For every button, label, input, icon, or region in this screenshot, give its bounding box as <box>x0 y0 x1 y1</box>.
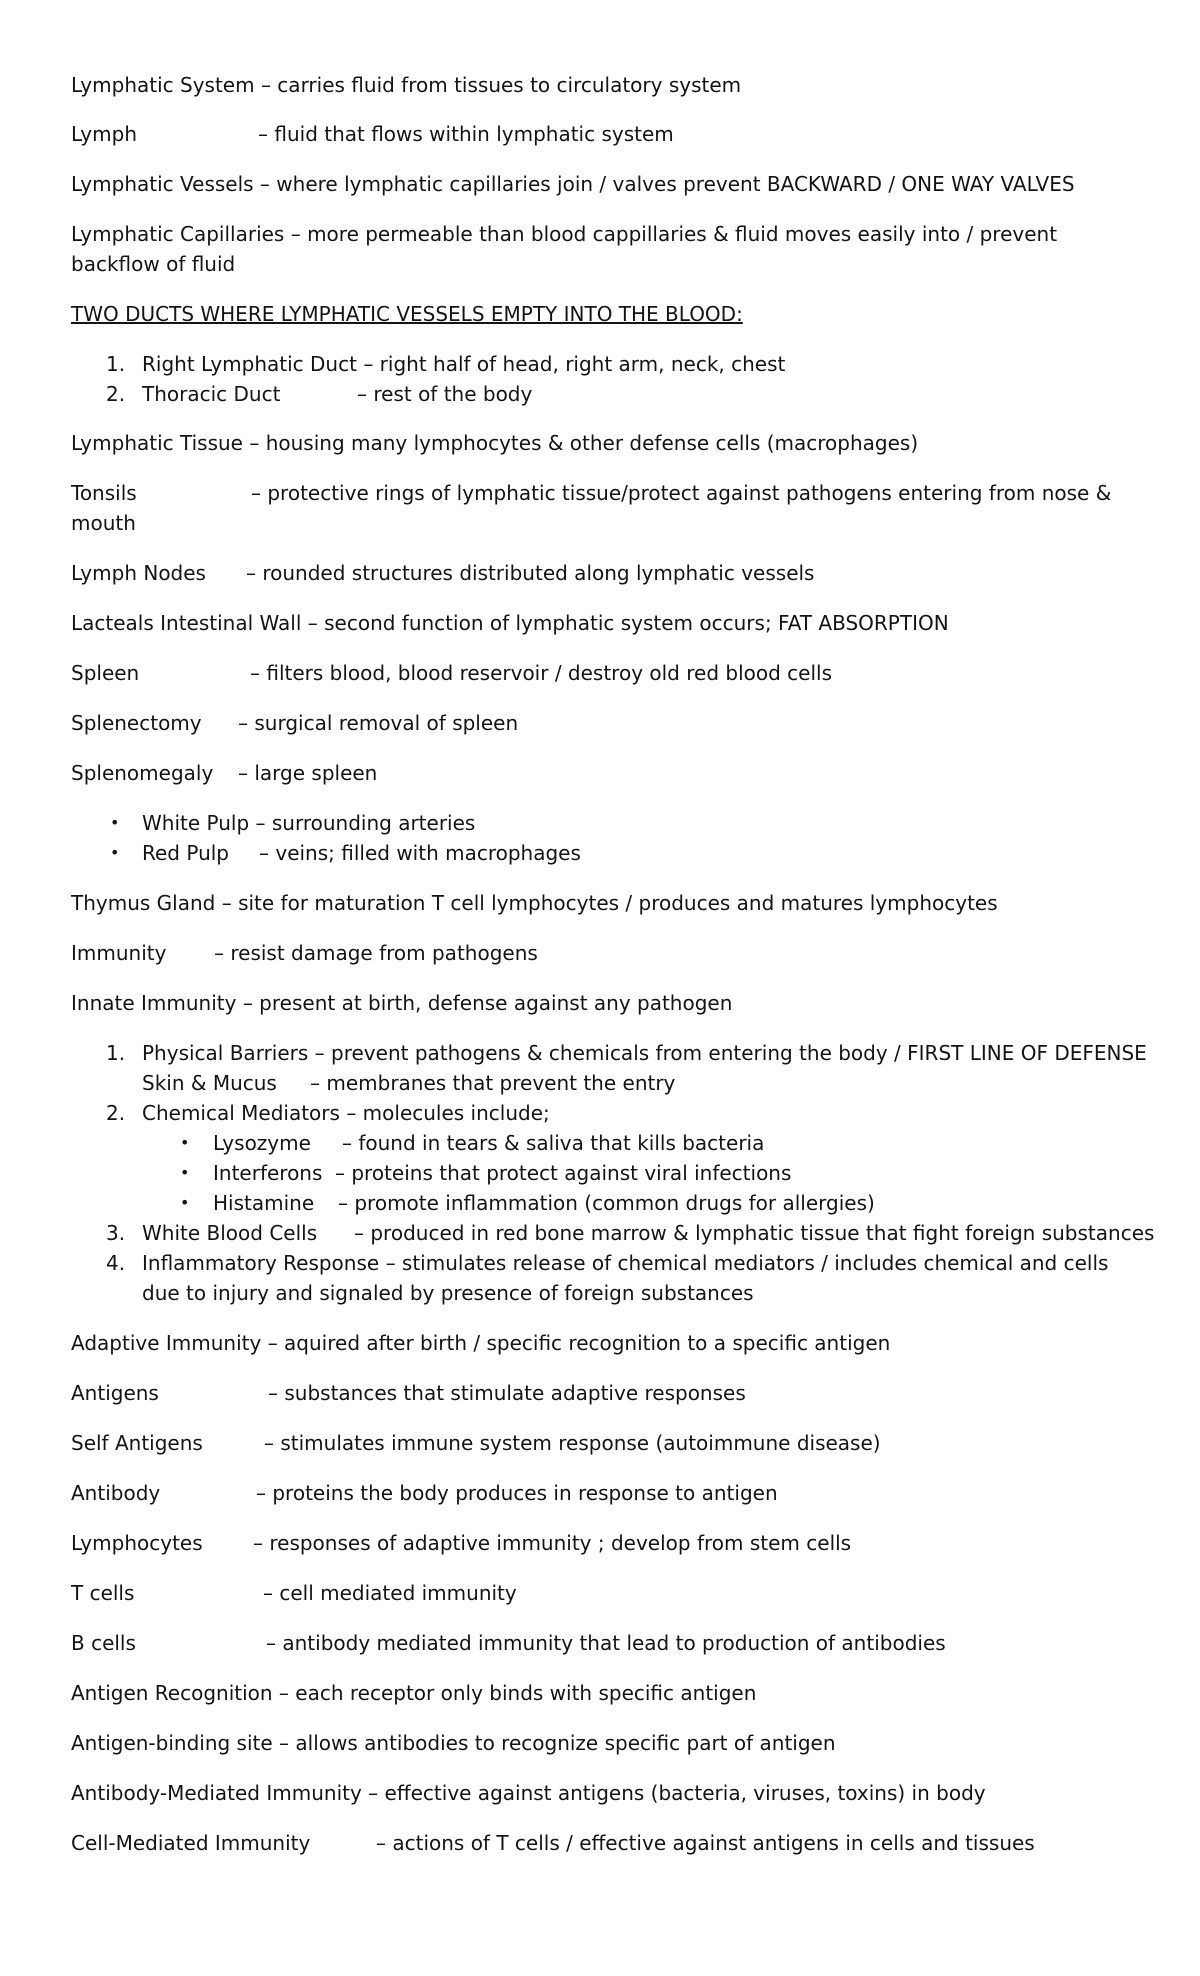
note-line <box>71 1378 1140 1408</box>
definition: – surgical removal of spleen <box>238 711 519 735</box>
sub-list-item <box>213 1188 875 1218</box>
term: White Pulp <box>142 811 250 835</box>
term: Red Pulp <box>142 841 229 865</box>
note-line <box>71 1578 1140 1608</box>
term: Inflammatory Response <box>142 1251 380 1275</box>
term: Antibody-Mediated Immunity <box>71 1781 362 1805</box>
definition: – large spleen <box>238 761 378 785</box>
note-line <box>71 708 1140 738</box>
definition: – proteins that protect against viral infections <box>335 1161 792 1185</box>
list-number: 2. <box>106 382 126 406</box>
term: Self Antigens <box>71 1431 203 1455</box>
definition: – filters blood, blood reservoir / destroy old red blood cells <box>250 661 832 685</box>
bullet: • <box>180 1193 190 1212</box>
definition: – substances that stimulate adaptive responses <box>268 1381 746 1405</box>
term: Interferons <box>213 1161 323 1185</box>
bullet: • <box>110 813 120 832</box>
definition: – allows antibodies to recognize specific part of antigen <box>279 1731 836 1755</box>
term: Chemical Mediators <box>142 1101 340 1125</box>
note-line <box>71 1628 1140 1658</box>
definition: – stimulates release of chemical mediators / includes chemical and cells due to injury and signaled by presence of foreign substances <box>142 1251 1109 1305</box>
term: Lymphatic Vessels <box>71 172 254 196</box>
note-line <box>71 1428 1140 1458</box>
term: Antigen Recognition <box>71 1681 273 1705</box>
definition: – rest of the body <box>357 382 533 406</box>
note-line <box>71 428 1140 458</box>
note-line <box>71 608 1140 638</box>
list-item <box>142 349 1160 379</box>
note-line <box>71 1478 1140 1508</box>
note-line <box>71 219 1140 279</box>
term: Antigens <box>71 1381 159 1405</box>
list-item <box>142 1218 1160 1248</box>
definition: – where lymphatic capillaries join / valves prevent BACKWARD / ONE WAY VALVES <box>259 172 1075 196</box>
definition: – fluid that flows within lymphatic system <box>258 122 674 146</box>
term: Lymph <box>71 122 137 146</box>
term: Antibody <box>71 1481 161 1505</box>
definition: – rounded structures distributed along lymphatic vessels <box>246 561 815 585</box>
sub-list-item <box>213 1158 791 1188</box>
note-line <box>71 1528 1140 1558</box>
definition: – antibody mediated immunity that lead to production of antibodies <box>266 1631 946 1655</box>
definition: – carries fluid from tissues to circulatory system <box>260 73 742 97</box>
bullet: • <box>180 1133 190 1152</box>
term: Lymphocytes <box>71 1531 203 1555</box>
definition: – proteins the body produces in response to antigen <box>256 1481 778 1505</box>
note-line <box>71 758 1140 788</box>
note-line <box>71 988 1140 1018</box>
term: Lymphatic Tissue <box>71 431 243 455</box>
term: Spleen <box>71 661 140 685</box>
definition: – membranes that prevent the entry <box>310 1071 676 1095</box>
list-item <box>142 1098 1160 1128</box>
note-line <box>71 658 1140 688</box>
list-number: 2. <box>106 1101 126 1125</box>
term: Skin & Mucus <box>142 1071 277 1095</box>
term: Lymphatic System <box>71 73 255 97</box>
list-item <box>142 1038 1160 1068</box>
definition: – actions of T cells / effective against antigens in cells and tissues <box>376 1831 1035 1855</box>
list-number: 4. <box>106 1251 126 1275</box>
note-line <box>71 1328 1140 1358</box>
term: Splenectomy <box>71 711 202 735</box>
term: Lacteals Intestinal Wall <box>71 611 302 635</box>
list-number: 1. <box>106 352 126 376</box>
definition: – resist damage from pathogens <box>214 941 538 965</box>
note-line <box>71 1678 1140 1708</box>
term: B cells <box>71 1631 136 1655</box>
term: Adaptive Immunity <box>71 1331 262 1355</box>
definition: – right half of head, right arm, neck, chest <box>363 352 786 376</box>
note-line <box>71 1828 1140 1858</box>
definition: – protective rings of lymphatic tissue/protect against pathogens entering from nose & mouth <box>71 481 1112 535</box>
term: Immunity <box>71 941 167 965</box>
note-line <box>71 478 1140 538</box>
note-line <box>71 169 1140 199</box>
definition: – promote inflammation (common drugs for allergies) <box>338 1191 875 1215</box>
definition: – responses of adaptive immunity ; develop from stem cells <box>253 1531 852 1555</box>
term: T cells <box>71 1581 135 1605</box>
term: Tonsils <box>71 481 137 505</box>
term: Right Lymphatic Duct <box>142 352 357 376</box>
list-item <box>142 1248 1140 1308</box>
list-item <box>142 838 1160 868</box>
definition: – veins; filled with macrophages <box>259 841 581 865</box>
definition: – found in tears & saliva that kills bacteria <box>342 1131 765 1155</box>
bullet: • <box>110 843 120 862</box>
term: Histamine <box>213 1191 315 1215</box>
definition: – aquired after birth / specific recognition to a specific antigen <box>267 1331 891 1355</box>
definition: – more permeable than blood cappillaries & fluid moves easily into / prevent backflow of fluid <box>71 222 1058 276</box>
definition: – produced in red bone marrow & lymphatic tissue that fight foreign substances <box>354 1221 1155 1245</box>
term: Splenomegaly <box>71 761 214 785</box>
definition: – site for maturation T cell lymphocytes / produces and matures lymphocytes <box>221 891 998 915</box>
section-heading: TWO DUCTS WHERE LYMPHATIC VESSELS EMPTY INTO THE BLOOD: <box>71 302 743 326</box>
note-line <box>71 70 1140 100</box>
note-line <box>71 1778 1140 1808</box>
note-line <box>71 119 1140 149</box>
definition: – prevent pathogens & chemicals from entering the body / FIRST LINE OF DEFENSE <box>314 1041 1147 1065</box>
sub-list-item <box>213 1128 764 1158</box>
term: Lymphatic Capillaries <box>71 222 285 246</box>
term: Innate Immunity <box>71 991 237 1015</box>
list-item <box>142 808 1160 838</box>
term: Antigen-binding site <box>71 1731 273 1755</box>
term: White Blood Cells <box>142 1221 318 1245</box>
list-item <box>142 379 1160 409</box>
definition: – housing many lymphocytes & other defense cells (macrophages) <box>249 431 919 455</box>
note-line <box>71 558 1140 588</box>
term: Thymus Gland <box>71 891 216 915</box>
definition: – second function of lymphatic system occurs; FAT ABSORPTION <box>307 611 949 635</box>
term: Cell-Mediated Immunity <box>71 1831 311 1855</box>
bullet: • <box>180 1163 190 1182</box>
definition: – stimulates immune system response (autoimmune disease) <box>264 1431 881 1455</box>
term: Physical Barriers <box>142 1041 309 1065</box>
definition: – effective against antigens (bacteria, viruses, toxins) in body <box>368 1781 986 1805</box>
definition: – cell mediated immunity <box>263 1581 517 1605</box>
definition: – molecules include; <box>346 1101 550 1125</box>
note-line <box>71 1728 1140 1758</box>
note-line <box>71 938 1140 968</box>
note-line <box>71 888 1140 918</box>
list-number: 1. <box>106 1041 126 1065</box>
term: Lymph Nodes <box>71 561 206 585</box>
list-item-continuation <box>142 1068 1160 1098</box>
definition: – surrounding arteries <box>255 811 476 835</box>
definition: – each receptor only binds with specific antigen <box>278 1681 757 1705</box>
list-number: 3. <box>106 1221 126 1245</box>
definition: – present at birth, defense against any pathogen <box>242 991 733 1015</box>
term: Thoracic Duct <box>142 382 281 406</box>
term: Lysozyme <box>213 1131 311 1155</box>
